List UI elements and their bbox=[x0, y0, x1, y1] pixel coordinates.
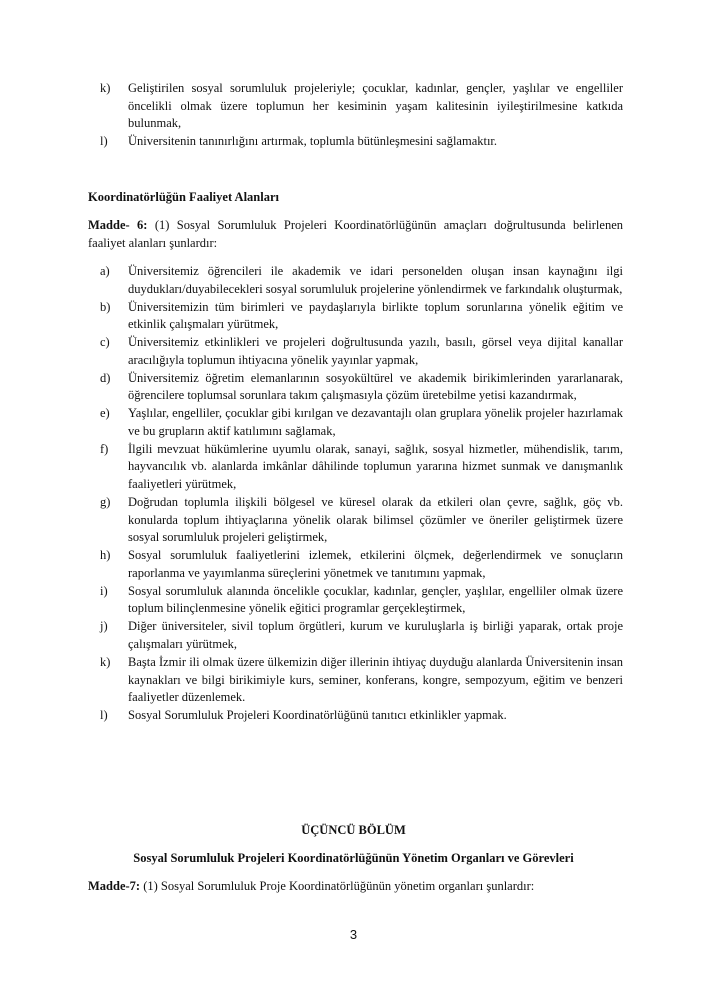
list-item-text: Doğrudan toplumla ilişkili bölgesel ve küresel olarak da etkileri olan çevre, sağlık, göç vb. konularda toplum ihtiyaçlarına yönelik olarak bilimsel çözümler ve öneriler geliştirmek üzere sosyal sorumluluk projeleri geliştirmek, bbox=[128, 495, 623, 545]
list-item-text: Üniversitemiz öğretim elemanlarının sosyokültürel ve akademik birikimlerinden yararlanarak, öğrencilere toplumsal sorunlara takım çalışmasıyla çözüm üretebilme yetisi kazandırmak, bbox=[128, 370, 623, 403]
list-item bbox=[88, 133, 623, 151]
list-marker: g) bbox=[100, 495, 111, 510]
list-item bbox=[88, 583, 623, 618]
list-item-text: Sosyal sorumluluk alanında öncelikle çocuklar, kadınlar, gençler, yaşlılar, engelliler olmak üzere toplum bilinçlenmesine yönelik eğitici programlar gerçekleştirmek, bbox=[128, 583, 623, 616]
list-marker: l) bbox=[100, 134, 108, 149]
list-item-text: Yaşlılar, engelliler, çocuklar gibi kırılgan ve dezavantajlı olan gruplara yönelik projeler hazırlamak ve bu grupların aktif katılımını sağlamak, bbox=[128, 406, 623, 438]
list-item-text: Üniversitemizin tüm birimleri ve paydaşlarıyla birlikte toplum sorunlarına yönelik eğitim ve etkinlik çalışmaları yürütmek, bbox=[128, 299, 623, 332]
list-item bbox=[88, 441, 623, 494]
madde-7-text: (1) Sosyal Sorumluluk Proje Koordinatörlüğünün yönetim organları şunlardır: bbox=[143, 879, 535, 893]
list-marker: f) bbox=[100, 441, 109, 456]
list-item-text: Üniversitemiz etkinlikleri ve projeleri doğrultusunda yazılı, basılı, görsel veya dijital kanallar aracılığıyla toplumun ihtiyacına yönelik yayınlar yapmak, bbox=[128, 335, 623, 367]
chapter-subtitle: Sosyal Sorumluluk Projeleri Koordinatörlüğünün Yönetim Organları ve Görevleri bbox=[133, 851, 574, 865]
chapter-title: ÜÇÜNCÜ BÖLÜM bbox=[301, 823, 406, 837]
list-marker: j) bbox=[100, 619, 108, 634]
list-item-text: Diğer üniversiteler, sivil toplum örgütleri, kurum ve kuruluşlarla iş birliği yaparak, ortak proje çalışmaları yürütmek, bbox=[128, 619, 623, 651]
list-marker: i) bbox=[100, 583, 108, 598]
list-item bbox=[88, 334, 623, 369]
list-item-text: Üniversitenin tanınırlığını artırmak, toplumla bütünleşmesini sağlamaktır. bbox=[128, 134, 498, 149]
list-item-text: Üniversitemiz öğrencileri ile akademik ve idari personelden oluşan insan kaynağını ilgi duydukları/duyabilecekleri sosyal sorumluluk projelerine yönlendirmek ve farkındalık oluşturmak, bbox=[128, 264, 623, 296]
list-marker: k) bbox=[100, 81, 111, 95]
page-number: 3 bbox=[349, 927, 358, 942]
list-marker: k) bbox=[100, 654, 111, 669]
list-marker: e) bbox=[100, 406, 110, 421]
list-item-text: Sosyal sorumluluk faaliyetlerini izlemek, etkilerini ölçmek, değerlendirmek ve sonuçların raporlanma ve yayımlanma süreçlerini yönetmek ve tanıtımını yapmak, bbox=[128, 548, 623, 580]
list-marker: a) bbox=[100, 264, 110, 278]
list-marker: b) bbox=[100, 299, 111, 314]
list-item bbox=[88, 618, 623, 653]
activities-list bbox=[88, 263, 623, 725]
list-marker: c) bbox=[100, 335, 110, 350]
madde-6-text: (1) Sosyal Sorumluluk Projeleri Koordinatörlüğünün amaçları doğrultusunda belirlenen faaliyet alanları şunlardır: bbox=[88, 218, 624, 250]
list-item bbox=[88, 707, 623, 725]
list-item-text: Başta İzmir ili olmak üzere ülkemizin diğer illerinin ihtiyaç duyduğu alanlarda Üniversitenin insan kaynakları ve bilgi birikimiyle kurs, seminer, konferans, kongre, sempozyum, eğitim ve benzeri faaliyetler düzenlemek. bbox=[128, 654, 623, 705]
list-item bbox=[88, 494, 623, 547]
list-marker: l) bbox=[100, 708, 108, 723]
list-item bbox=[88, 370, 623, 405]
list-item-text: İlgili mevzuat hükümlerine uyumlu olarak, sanayi, sağlık, sosyal hizmetler, mühendislik, tarım, hayvancılık vb. alanlarda imkânlar dâhilinde toplumun yararına hizmet sunmak ve danışmanlık faaliyetleri yürütmek, bbox=[128, 441, 623, 492]
top-list bbox=[88, 80, 623, 151]
list-marker: d) bbox=[100, 370, 111, 385]
list-item bbox=[88, 299, 623, 334]
list-item-text: Geliştirilen sosyal sorumluluk projeleriyle; çocuklar, kadınlar, gençler, yaşlılar ve engelliler öncelikli olmak üzere toplumun her kesiminin yaşam kalitesinin iyileştirilmesine katkıda bulunmak, bbox=[128, 81, 623, 131]
list-item bbox=[88, 654, 623, 707]
madde-7-label: Madde-7: bbox=[88, 879, 141, 893]
madde-7-paragraph bbox=[88, 877, 623, 895]
madde-6-label: Madde- 6: bbox=[88, 218, 148, 232]
list-marker: h) bbox=[100, 548, 111, 563]
list-item-text: Sosyal Sorumluluk Projeleri Koordinatörlüğünü tanıtıcı etkinlikler yapmak. bbox=[128, 708, 507, 723]
list-item bbox=[88, 80, 623, 133]
list-item bbox=[88, 547, 623, 582]
section-heading: Koordinatörlüğün Faaliyet Alanları bbox=[88, 190, 279, 204]
madde-6-paragraph bbox=[88, 216, 623, 252]
list-item bbox=[88, 263, 623, 298]
list-item bbox=[88, 405, 623, 440]
